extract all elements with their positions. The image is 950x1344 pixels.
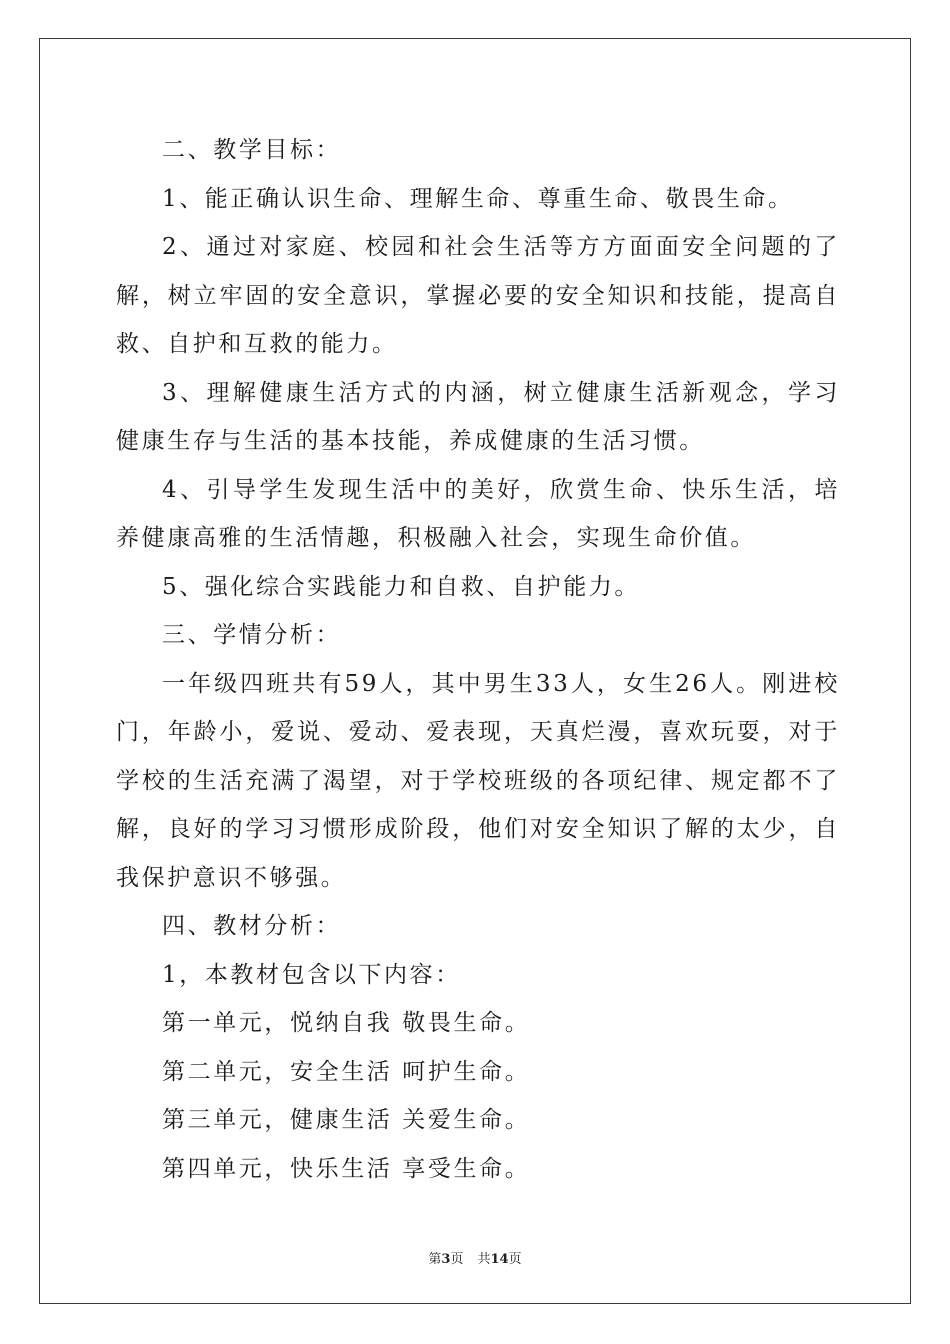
page-footer	[0, 1248, 950, 1267]
total-suffix: 页	[508, 1252, 522, 1267]
textbook-contents-intro: 1，本教材包含以下内容：	[162, 961, 461, 988]
objective-4: 4、引导学生发现生活中的美好，欣赏生命、快乐生活，培养健康高雅的生活情趣，积极融入社会，实现生命价值。	[116, 476, 840, 551]
unit-2: 第二单元，安全生活 呵护生命。	[162, 1058, 531, 1085]
page-suffix: 页	[450, 1252, 464, 1267]
section-heading-textbook-analysis: 四、教材分析：	[162, 913, 342, 939]
total-prefix: 共	[477, 1252, 491, 1267]
document-body	[116, 126, 840, 1193]
objective-2: 2、通过对家庭、校园和社会生活等方方面面安全问题的了解，树立牢固的安全意识，掌握必要的安全知识和技能，提高自救、自护和互救的能力。	[116, 234, 840, 357]
section-heading-objectives: 二、教学目标：	[162, 137, 342, 163]
page-prefix: 第	[428, 1252, 442, 1267]
student-analysis-text: 一年级四班共有59人，其中男生33人，女生26人。刚进校门，年龄小，爱说、爱动、爱表现，天真烂漫，喜欢玩耍，对于学校的生活充满了渴望，对于学校班级的各项纪律、规定都不了解，良好的学习习惯形成阶段，他们对安全知识了解的太少，自我保护意识不够强。	[116, 670, 840, 891]
objective-5: 5、强化综合实践能力和自救、自护能力。	[162, 573, 641, 600]
objective-1: 1、能正确认识生命、理解生命、尊重生命、敬畏生命。	[162, 185, 794, 212]
current-page-number: 3	[441, 1252, 451, 1267]
unit-4: 第四单元，快乐生活 享受生命。	[162, 1155, 531, 1182]
objective-3: 3、理解健康生活方式的内涵，树立健康生活新观念，学习健康生存与生活的基本技能，养成健康的生活习惯。	[116, 379, 840, 454]
section-heading-student-analysis: 三、学情分析：	[162, 622, 342, 648]
unit-1: 第一单元，悦纳自我 敬畏生命。	[162, 1010, 531, 1036]
unit-3: 第三单元，健康生活 关爱生命。	[162, 1107, 531, 1133]
total-page-number: 14	[490, 1252, 509, 1267]
